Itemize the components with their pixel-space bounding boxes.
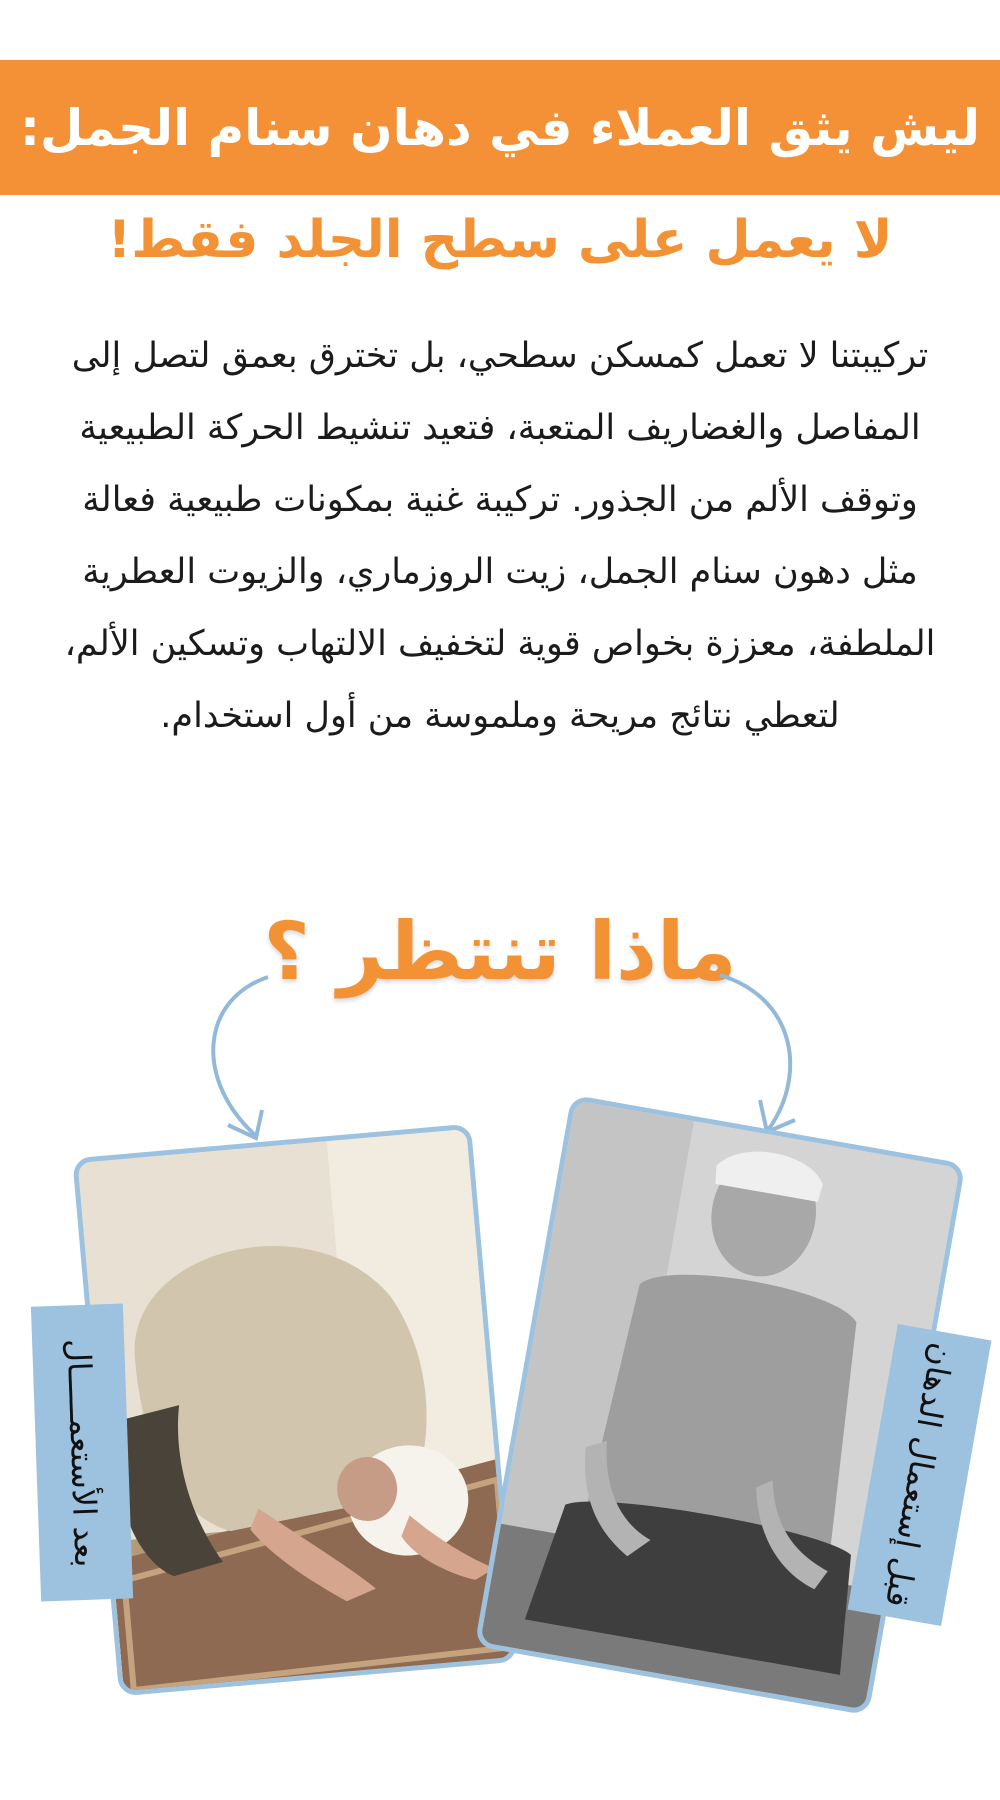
description-text: تركيبتنا لا تعمل كمسكن سطحي، بل تخترق بعمق لتصل إلى المفاصل والغضاريف المتعبة، فتعيد تنشيط الحركة الطبيعية وتوقف الألم من الجذور. تركيبة غنية بمكونات طبيعية فعالة مثل دهون سنام الجمل، زيت الروزماري، والزيوت العطرية الملطفة، معززة بخواص قوية لتخفيف الالتهاب وتسكين الألم، لتعطي نتائج مريحة وملموسة من أول استخدام.	[64, 336, 936, 736]
curved-arrows	[0, 960, 1000, 1160]
before-label: قبل إستعمال الدهان	[877, 1340, 962, 1610]
man-praying-illustration	[78, 1128, 518, 1696]
subtitle: لا يعمل على سطح الجلد فقط!	[107, 210, 893, 270]
header-banner	[0, 60, 1000, 195]
after-photo	[72, 1124, 518, 1697]
header-title: ليش يثق العملاء في دهان سنام الجمل:	[20, 98, 980, 157]
after-label: بعد الأستعمـــــال	[59, 1337, 105, 1568]
right-arrow-icon	[720, 975, 790, 1130]
after-label-tag	[31, 1303, 133, 1601]
question-heading: ماذا تنتظر ؟	[263, 905, 737, 998]
